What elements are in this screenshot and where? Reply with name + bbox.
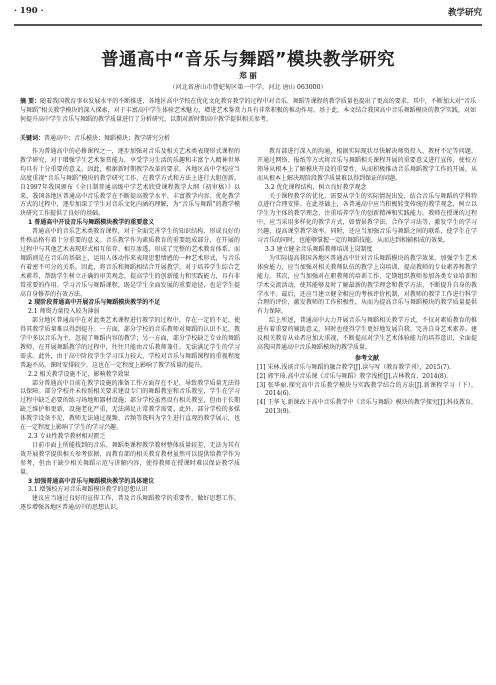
right-column [257,148,477,417]
reference-entry: [3] 张华丽.探究高中音乐教学模块与实践教学结合的方法[J].新课程学习（下），2014(6). [257,381,477,398]
section-heading: 1 普通高中开设音乐与舞蹈模块教学的重要意义 [28,219,155,227]
keywords [20,134,476,143]
references-heading: 参考文献 [354,354,379,362]
author-name: 郑 丽 [239,71,257,80]
left-column [20,148,240,513]
reference-entry: [4] 王华飞.新课改下高中音乐教学中《音乐与舞蹈》模块的教学探究[J].科技教育，2013(9). [257,399,477,416]
author-affiliation: （河北省唐山市曹妃甸区第一中学，河北 唐山 063000） [169,84,327,91]
abstract-text: 随着我国教育事业发展水平的不断推进，各地区高中学校在优化文化教育教学的过程中对音乐、舞蹈等课程的教学质量也提出了更高的要求。其中，不断加大对“音乐与舞蹈”相关教学模块的深入探索，对于丰富高中学生体验艺术魅力，增进艺术鉴赏力具有非常积极的推动作用。基于此，本文结合我国高中音乐舞蹈模块的教学实践，对如何提升高中学生音乐与舞蹈的教学质量进行了分析研究，以期对新时期高中教学提供相关参考。 [20,98,476,123]
abstract [20,97,476,124]
body-paragraph: 教育部进行深入的沟通，根据实际现状尽快解决师资投入、教材不足等问题。开通过网络、报纸等方式将音乐与舞蹈相关课程开展的重要意义进行宣传，使校方领导从根本上了解模块开设的重要性，从而积极推动音乐舞蹈教学工作的开展。从而从根本上解决现阶段教学质量难以得到保证的问题。 [257,148,477,182]
running-header [14,6,482,22]
abstract-label: 摘 要： [20,98,41,105]
body-paragraph: 部分地区普通高中在对此类艺术课程进行教学的过程中，存在一定的不足，使得其教学质量难以得到提升。一方面，部分学校的音乐教师对舞蹈的认识不足，教学中多以音乐为主，忽视了舞蹈内容的教学；另一方面，部分学校缺乏专业的舞蹈教师，在开展舞蹈教学的过程中，往往只能由音乐教师兼任，无法满足学生的学习需求。此外，由于高中阶段学生学习压力较大，学校对音乐与舞蹈课程的重视程度普遍不高，课时安排较少，这也在一定程度上影响了教学质量的提升。 [20,317,240,369]
subsection-heading: 2.1 师资力量投入较为薄弱 [28,308,100,316]
subsection-heading: 2.3 专业性教学教材相对匮乏 [28,433,106,440]
body-paragraph: 作为普通高中的必修课程之一，逐步加强对音乐及相关艺术类表现形式课程的教学研究，对于增强学生艺术鉴赏能力，享受学习生活的乐趣和丰富个人精神世界均具有十分重要的意义。因此，根据新时期教学改革的要求，各地区高中学校应当高度重视“音乐与舞蹈”模块的教学研究工作，在教学方式和方法上进行大胆创新。自1997年我国颁布《全日制普通高级中学艺术欣赏课程教学大纲（初审稿）》以来，我国各地区普通高中音乐教学在不断提高教学水平、丰富教学内容、优化教学方式的过程中，逐步加深了学生对音乐文化内涵的理解，为“音乐与舞蹈”的教学模块研究工作提供了良好的基础。 [20,148,240,218]
body-paragraph: 目前市面上所能找到的音乐、舞蹈类课程教学教材整体质量较差，无法为其有效开展教学提供相关参考依据，而教育部的相关教育教材虽然可以提供给教学作为参考，但由于缺少相关舞蹈示范与讲解内容，使得教师在授课时难以保证教学质量。 [20,441,240,476]
body-paragraph: 综上所述，普通高中大力开展音乐与舞蹈相关教学方式，不仅对素质教育的推进有着重要的辅助意义，同时也使得学生更好地发展自我、完善自身艺术素养。建议相关教育从业者应加大重视，不断提高对学生艺术体验能力的培养意识，全面提高我国普通高中音乐舞蹈模块的教学质量。 [257,317,477,351]
body-paragraph: 为实际提高我国各地区普通高中针对音乐舞蹈模块的教学效果，加强学生艺术体验能力，应当加强对相关教师队伍的教学上岗培训，提高教师的专业素养和教学能力。其次，应当加强对在职教师的培训工作，定期组织教师参加各类专业培训和学术交流活动，使其能够及时了解最新的教学理念和教学方法，不断提升自身的教学水平。最后，还应当建立健全相应的考核评价机制，对教师的教学工作进行科学合理的评价，激发教师的工作积极性，从而为提高音乐与舞蹈模块的教学质量提供有力保障。 [257,254,477,316]
subsection-heading: 3.3 建立健全音乐舞蹈教师培训上岗制度 [265,245,373,253]
journal-section-name: 教学研究 [447,8,482,18]
body-paragraph: 部分普通高中目前在教学设施的准备工作方面存在不足，导致教学质量无法得以保障。部分学校并未按照相关要求建设专门的舞蹈教室和音乐教室，学生在学习过程中缺乏必要的练习场地和器材设施；部分学校虽然设有相关教室，但由于长期缺乏维护和更新，设施老化严重，无法满足正常教学需要。此外，部分学校的多媒体教学设备不足，教师无法通过视频、音频等资料为学生进行直观的教学展示，也在一定程度上影响了学生的学习兴趣。 [20,379,240,432]
subsection-heading: 3.1 增强校方对音乐舞蹈模块教学的思想认识 [28,486,148,494]
body-paragraph: 普通高中的音乐艺术类教育课程，对于全面完善学生的知识结构、形成良好的性格品格有着十分重要的意义。音乐教学作为素质教育的重要组成部分，在开展的过程中与其他艺术表现形式相互依存、相互渗透，形成了完整的艺术教育体系。而舞蹈则是在音乐的基础上，运用人体动作来表现思想情感的一种艺术形式，与音乐有着密不可分的关系。因此，将音乐和舞蹈相结合开展教学，对于培养学生综合艺术素养，帮助学生树立正确的审美观念，提高学生的创新能力和实践能力，具有非常重要的作用。学习音乐与舞蹈课程，既是学生全面发展的重要途径，也是学生提高自身修养的有效方法。 [20,228,240,298]
subsection-heading: 2.2 相关教学设施不足，影响教学效果 [28,370,130,378]
reference-entry: [1] 朱林.浅谈音乐与舞蹈的融合教学[J].读与写（教育教学刊），2015(7). [257,363,451,371]
reference-entry: [2] 郭宇琦.高中音乐课《音乐与舞蹈》教学浅析[J].吉林教育，2014(8). [257,372,448,380]
header-rule [14,24,482,26]
subsection-heading: 3.2 优化课程结构，树立良好教学观念 [265,183,367,191]
section-heading: 3 加强普通高中音乐与舞蹈模块教学的具体建议 [28,477,155,485]
page-number: · 190 · [14,6,44,16]
article-title: 普通高中“音乐与舞蹈”模块教学研究 [100,50,395,70]
section-heading: 2 现阶段普通高中开展音乐与舞蹈模块教学的不足 [28,299,161,307]
body-paragraph: 关于课程教学的优化，需要从学生的实际情况出发，结合音乐与舞蹈的学科特点进行合理安排。在此基础上，各普通高中应当积极转变传统的教学观念，树立以学生为主体的教学理念，注重培养学生的创新精神和实践能力。教师在授课的过程中，应当采用多样化的教学方式，如情景教学法、合作学习法等，激发学生的学习兴趣，提高课堂教学效率。同时，还应当加强音乐与舞蹈之间的联系，使学生在学习音乐的同时，也能够掌握一定的舞蹈技能，从而达到相辅相成的效果。 [257,192,477,245]
keywords-label: 关键词： [20,135,45,142]
keywords-text: 普通高中；音乐模块；舞蹈模块；教学研究分析 [44,135,171,142]
body-paragraph: 建议应当通过良好的宣传工作，普及音乐舞蹈教学的重要性，做好思想工作，逐步增强各地区普通高中的思想认识。 [20,495,240,512]
